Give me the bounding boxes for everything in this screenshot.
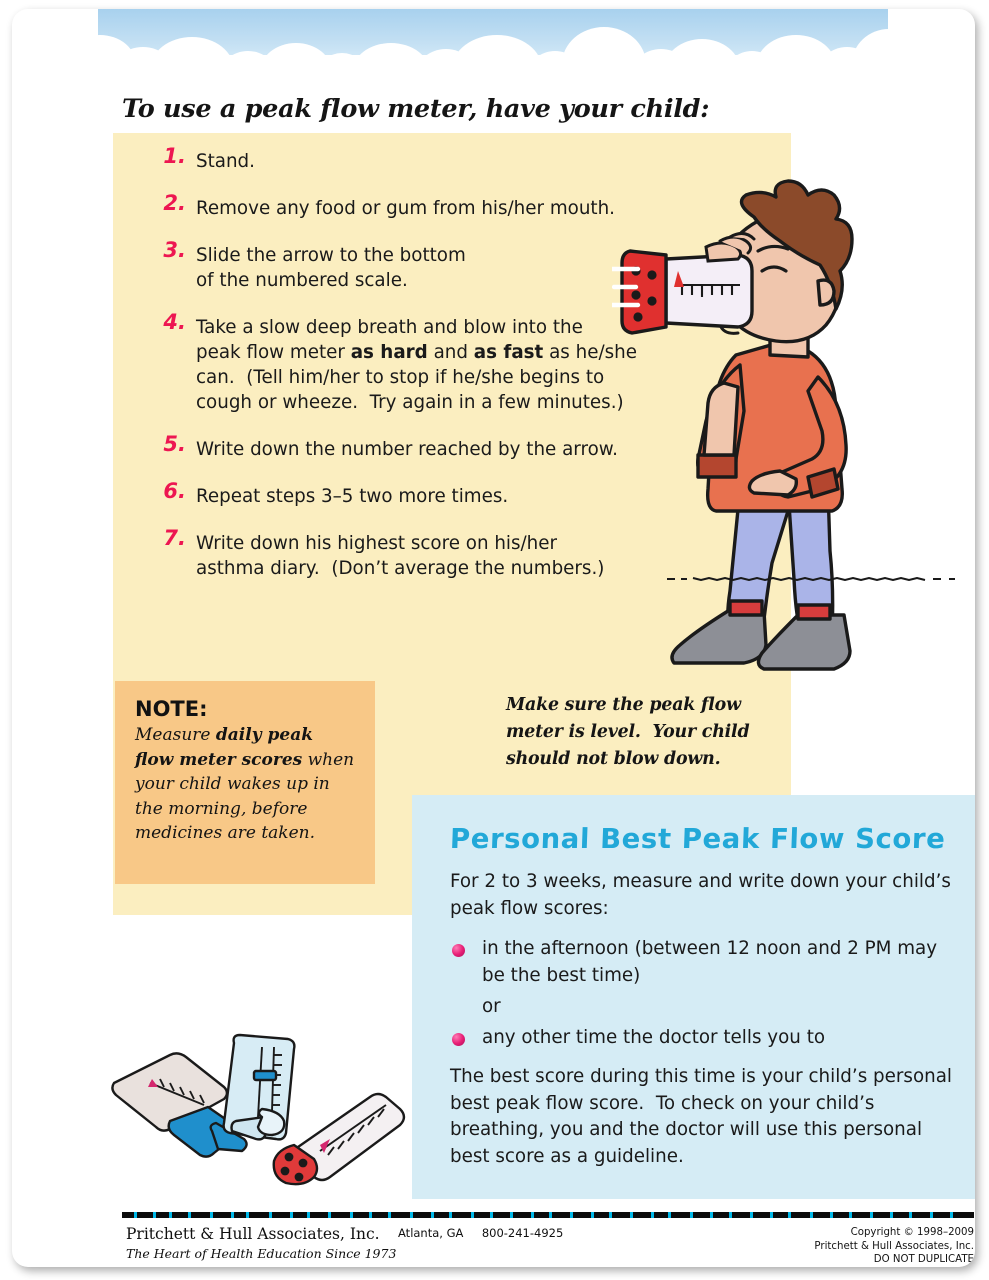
copyright-notice: DO NOT DUPLICATE — [873, 1254, 974, 1265]
step-number: 6. — [163, 479, 186, 503]
publisher-city: Atlanta, GA — [398, 1226, 464, 1240]
footer-publisher — [126, 1225, 563, 1261]
step-number: 7. — [163, 526, 186, 550]
step-text: Take a slow deep breath and blow into the peak flow meter as hard and as fast as he/she can. (Tell him/her to stop if he/she begins to cough or wheeze. Try again in a few minutes.) — [196, 317, 637, 413]
publisher-phone: 800-241-4925 — [481, 1226, 564, 1240]
step-number: 5. — [163, 432, 186, 456]
steps-list — [152, 144, 682, 603]
sky-clouds-banner — [12, 9, 975, 71]
personal-best-title: Personal Best Peak Flow Score — [449, 823, 946, 855]
step-text: Write down the number reached by the arrow. — [196, 439, 618, 460]
step-item — [152, 526, 682, 581]
publisher-tagline: The Heart of Health Education Since 1973 — [126, 1246, 397, 1261]
personal-best-panel — [412, 795, 975, 1199]
bullet-dot-icon — [452, 1033, 465, 1046]
note-body: Measure daily peak flow meter scores when your child wakes up in the morning, before medicines are taken. — [135, 725, 355, 843]
step-number: 3. — [163, 238, 186, 262]
personal-best-bullet — [450, 1025, 958, 1052]
step-text: Slide the arrow to the bottom of the numbered scale. — [196, 245, 466, 291]
step-item — [152, 238, 682, 293]
step-text: Write down his highest score on his/her asthma diary. (Don’t average the numbers.) — [196, 533, 605, 579]
note-title: NOTE: — [135, 697, 208, 721]
step-number: 1. — [163, 144, 186, 168]
publisher-name: Pritchett & Hull Associates, Inc. — [126, 1225, 380, 1243]
footer-divider — [122, 1212, 974, 1218]
copyright-years: Copyright © 1998–2009 — [850, 1227, 974, 1238]
step-text: Repeat steps 3–5 two more times. — [196, 486, 509, 507]
level-warning-callout: Make sure the peak flow meter is level. Your child should not blow down. — [506, 695, 750, 769]
note-box — [115, 681, 375, 884]
step-item — [152, 479, 682, 509]
page-sheet — [12, 9, 975, 1267]
step-item — [152, 310, 682, 415]
personal-best-or-label: or — [482, 996, 501, 1017]
bullet-text: any other time the doctor tells you to — [482, 1026, 826, 1048]
step-item — [152, 432, 682, 462]
ground-line — [667, 577, 967, 581]
footer — [122, 1225, 974, 1267]
personal-best-bullet — [450, 936, 958, 989]
copyright-owner: Pritchett & Hull Associates, Inc. — [814, 1240, 974, 1252]
three-peak-flow-meters-illustration — [108, 1017, 418, 1187]
bullet-dot-icon — [452, 944, 465, 957]
step-text: Remove any food or gum from his/her mouth. — [196, 198, 615, 219]
copyright-block — [814, 1226, 974, 1267]
step-text: Stand. — [196, 151, 255, 172]
step-item — [152, 191, 682, 221]
step-item — [152, 144, 682, 174]
step-number: 4. — [163, 310, 186, 334]
personal-best-intro: For 2 to 3 weeks, measure and write down your child’s peak flow scores: — [450, 871, 951, 919]
personal-best-closing: The best score during this time is your child’s personal best peak flow score. To check on your child’s breathing, you and the doctor will use this personal best score as a guideline. — [450, 1066, 952, 1167]
step-number: 2. — [163, 191, 186, 215]
bullet-text: in the afternoon (between 12 noon and 2 PM may be the best time) — [482, 938, 938, 986]
page-title: To use a peak flow meter, have your child: — [122, 94, 710, 124]
